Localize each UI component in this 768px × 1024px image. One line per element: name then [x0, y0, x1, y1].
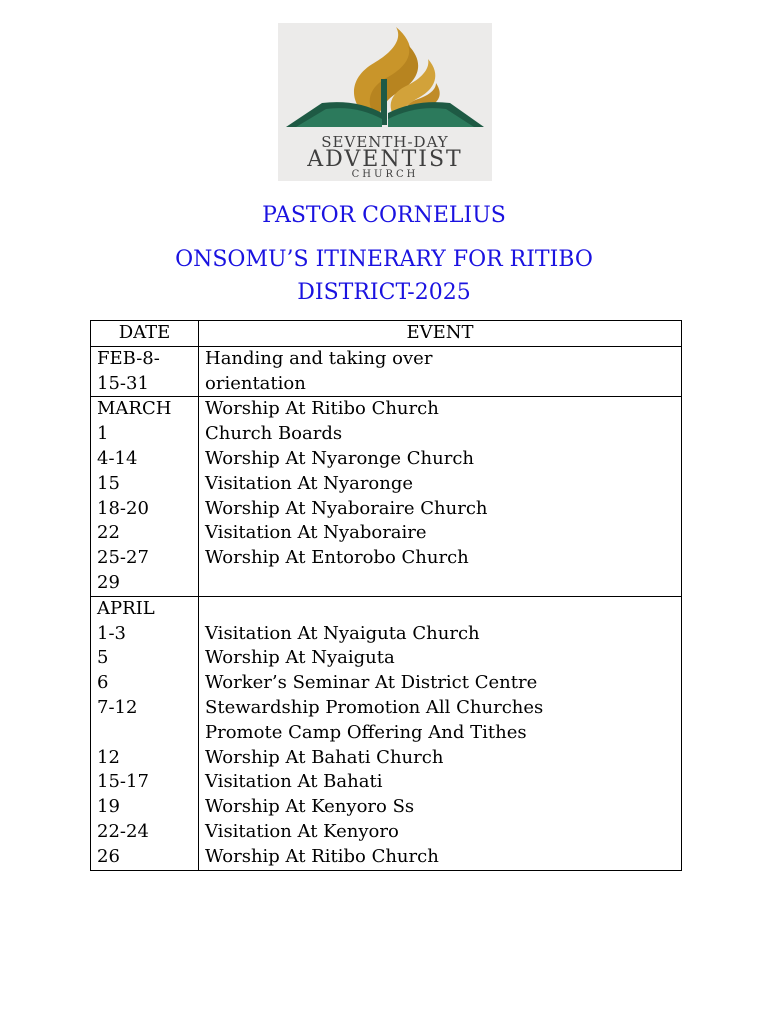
table-header-row	[91, 321, 682, 347]
event-line: Visitation At Nyaronge	[205, 472, 414, 494]
event-line	[205, 571, 675, 596]
event-line: Promote Camp Offering And Tithes	[205, 721, 527, 743]
date-line: 6	[97, 672, 109, 694]
date-cell	[91, 346, 199, 397]
event-cell	[199, 397, 682, 596]
event-line	[205, 597, 675, 622]
heading-district-year: DISTRICT-2025	[297, 280, 471, 305]
date-line: 4-14	[97, 447, 138, 469]
date-cell	[91, 596, 199, 870]
column-header-event: EVENT	[199, 321, 682, 347]
table-row	[91, 596, 682, 870]
logo-text-adventist: ADVENTIST	[307, 147, 463, 172]
logo-text-seventh-day: SEVENTH-DAY	[321, 133, 449, 151]
date-line: 25-27	[97, 547, 149, 569]
event-line: Worker’s Seminar At District Centre	[205, 672, 538, 694]
flame-bible-icon	[278, 23, 492, 133]
date-line: 15	[97, 472, 120, 494]
event-line: Worship At Entorobo Church	[205, 547, 469, 569]
date-line: 15-17	[97, 771, 149, 793]
date-line: APRIL	[97, 597, 155, 619]
event-line: Visitation At Nyaiguta Church	[205, 622, 480, 644]
event-line: Worship At Kenyoro Ss	[205, 796, 415, 818]
column-header-date: DATE	[91, 321, 199, 347]
event-line: Church Boards	[205, 423, 343, 445]
event-cell	[199, 346, 682, 397]
date-line: 26	[97, 845, 120, 867]
date-line: 19	[97, 796, 120, 818]
logo-text-church: CHURCH	[351, 169, 419, 180]
date-cell	[91, 397, 199, 596]
table-row	[91, 346, 682, 397]
event-line: Visitation At Nyaboraire	[205, 522, 427, 544]
date-line: 18-20	[97, 497, 149, 519]
date-line: 1	[97, 423, 109, 445]
event-line: Handing and taking over	[205, 347, 433, 369]
date-line	[97, 721, 192, 746]
event-line: Worship At Bahati Church	[205, 746, 444, 768]
date-line: 15-31	[97, 372, 149, 394]
date-line: 29	[97, 571, 120, 593]
date-line: 22-24	[97, 820, 149, 842]
date-line: 5	[97, 647, 109, 669]
church-logo	[278, 23, 492, 181]
itinerary-table-body	[91, 346, 682, 870]
itinerary-table	[90, 320, 682, 871]
event-line: Worship At Ritibo Church	[205, 845, 439, 867]
event-line: Worship At Nyaronge Church	[205, 447, 475, 469]
date-line: 12	[97, 746, 120, 768]
event-line: Stewardship Promotion All Churches	[205, 696, 544, 718]
event-line: Worship At Nyaiguta	[205, 647, 395, 669]
event-cell	[199, 596, 682, 870]
heading-pastor-name: PASTOR CORNELIUS	[262, 203, 506, 228]
date-line: MARCH	[97, 398, 172, 420]
date-line: 1-3	[97, 622, 126, 644]
table-row	[91, 397, 682, 596]
date-line: FEB-8-	[97, 347, 160, 369]
heading-itinerary-title: ONSOMU’S ITINERARY FOR RITIBO	[175, 247, 593, 272]
event-line: orientation	[205, 372, 306, 394]
event-line: Visitation At Kenyoro	[205, 820, 399, 842]
event-line: Worship At Ritibo Church	[205, 398, 439, 420]
date-line: 7-12	[97, 696, 138, 718]
event-line: Worship At Nyaboraire Church	[205, 497, 488, 519]
event-line: Visitation At Bahati	[205, 771, 383, 793]
date-line: 22	[97, 522, 120, 544]
